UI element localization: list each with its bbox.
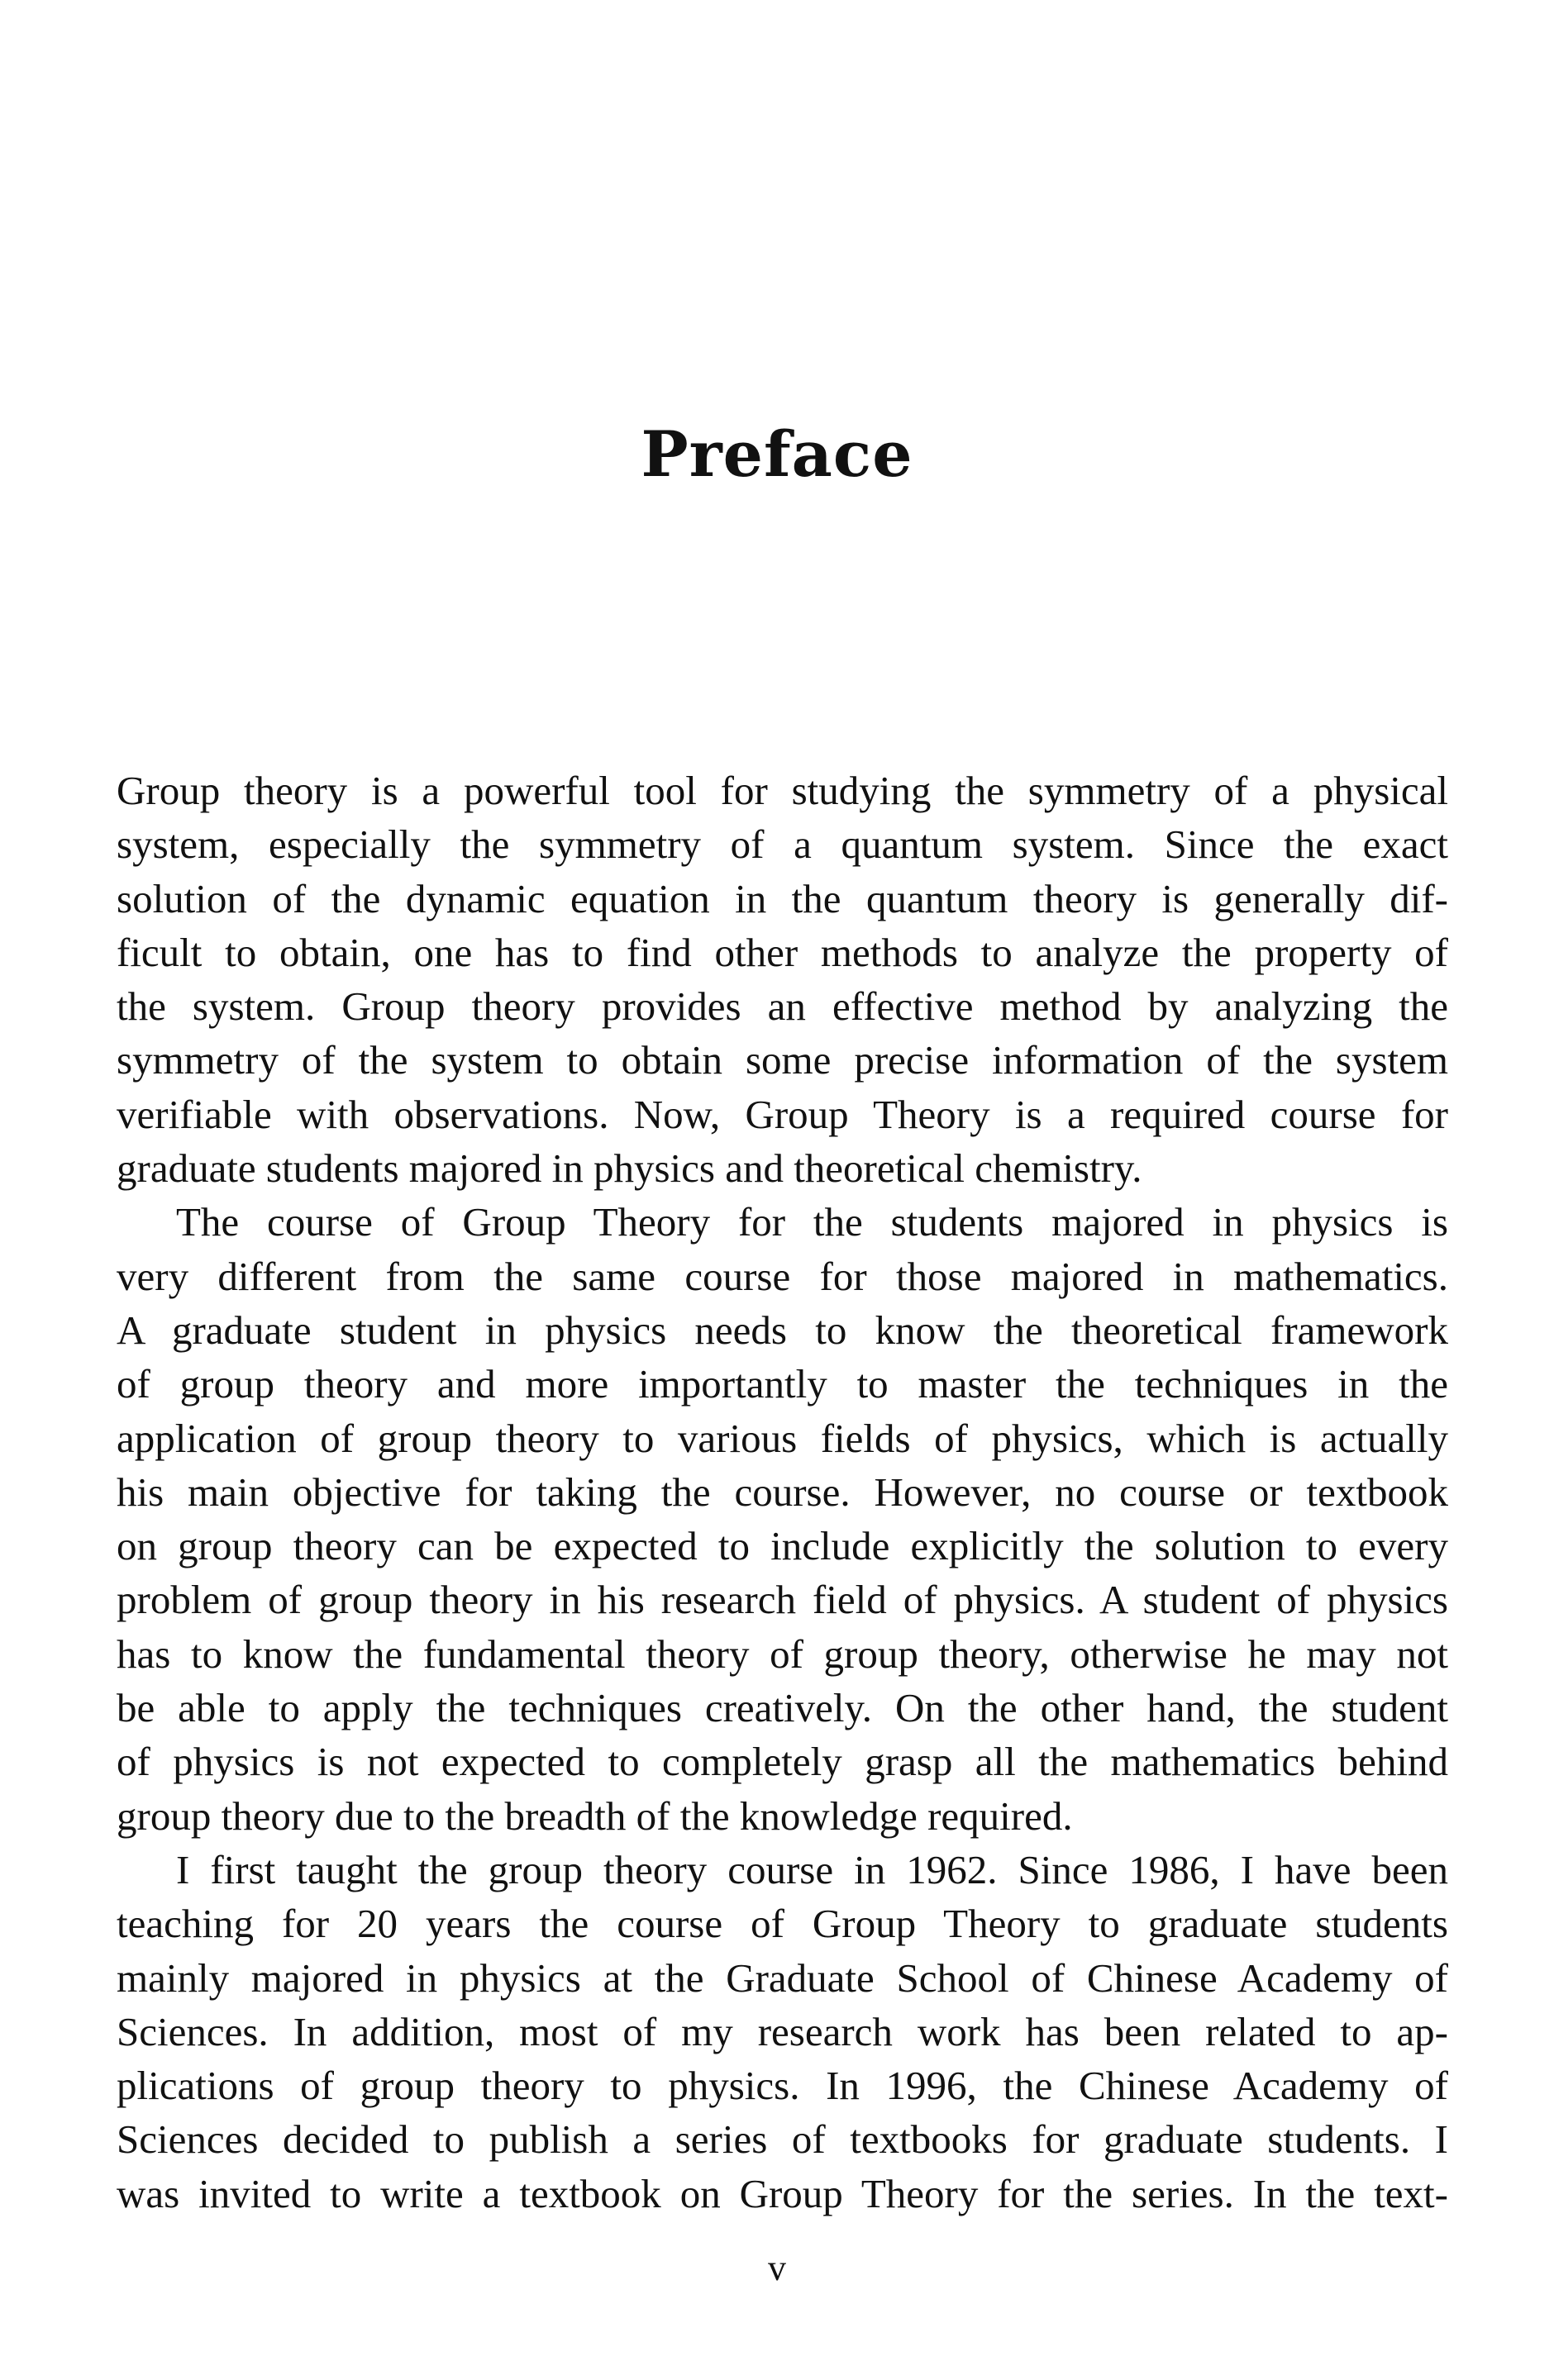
text-line: very different from the same course for those majored in mathematics. (117, 1253, 1448, 1299)
text-line: group theory due to the breadth of the knowledge required. (117, 1792, 1073, 1839)
preface-body (117, 764, 1448, 2221)
text-line: his main objective for taking the course. However, no course or textbook (117, 1468, 1448, 1515)
text-line: was invited to write a textbook on Group Theory for the series. In the text- (117, 2170, 1448, 2216)
text-line: on group theory can be expected to include explicitly the solution to every (117, 1523, 1448, 1569)
text-line: application of group theory to various fields of physics, which is actually (117, 1415, 1448, 1461)
text-line: mainly majored in physics at the Graduate School of Chinese Academy of (117, 1954, 1448, 2001)
text-line: of physics is not expected to completely grasp all the mathematics behind (117, 1739, 1448, 1785)
page-number: v (768, 2248, 786, 2288)
text-line: has to know the fundamental theory of group theory, otherwise he may not (117, 1630, 1448, 1677)
text-line: A graduate student in physics needs to know the theoretical framework (117, 1307, 1448, 1353)
text-line: Sciences. In addition, most of my research work has been related to ap- (117, 2008, 1448, 2054)
text-line: solution of the dynamic equation in the quantum theory is generally dif- (117, 875, 1448, 921)
text-line: plications of group theory to physics. In 1996, the Chinese Academy of (117, 2063, 1448, 2109)
paragraph-2 (117, 1195, 1448, 1843)
paragraph-1 (117, 764, 1448, 1195)
text-line: The course of Group Theory for the students majored in physics is (176, 1199, 1448, 1245)
text-line: I first taught the group theory course in 1962. Since 1986, I have been (176, 1846, 1448, 1892)
text-line: graduate students majored in physics and theoretical chemistry. (117, 1145, 1142, 1192)
text-line: verifiable with observations. Now, Group Theory is a required course for (117, 1091, 1448, 1137)
text-line: be able to apply the techniques creatively. On the other hand, the student (117, 1685, 1448, 1731)
text-line: ficult to obtain, one has to find other methods to analyze the property of (117, 929, 1448, 975)
text-line: of group theory and more importantly to master the techniques in the (117, 1361, 1448, 1407)
paragraph-3 (117, 1843, 1448, 2221)
text-line: symmetry of the system to obtain some precise information of the system (117, 1037, 1448, 1083)
text-line: Group theory is a powerful tool for studying the symmetry of a physical (117, 768, 1448, 813)
text-line: teaching for 20 years the course of Group Theory to graduate students (117, 1901, 1448, 1947)
text-line: Sciences decided to publish a series of textbooks for graduate students. I (117, 2116, 1448, 2163)
text-line: system, especially the symmetry of a quantum system. Since the exact (117, 821, 1448, 868)
text-line: the system. Group theory provides an effective method by analyzing the (117, 983, 1448, 1030)
chapter-title: Preface (641, 417, 913, 491)
text-line: problem of group theory in his research field of physics. A student of physics (117, 1577, 1448, 1623)
